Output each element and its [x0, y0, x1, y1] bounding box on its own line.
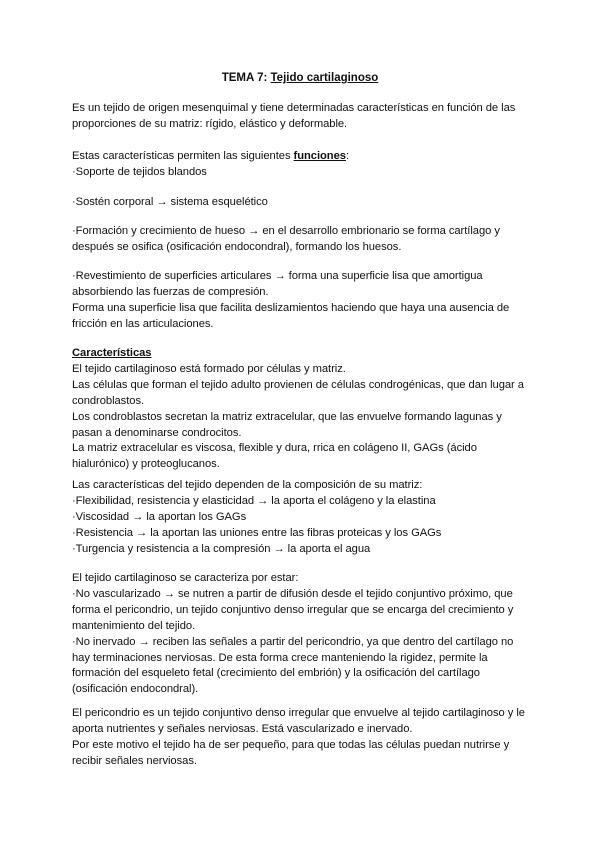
text-line: ·Turgencia y resistencia a la compresión → la aporta el agua: [72, 542, 371, 555]
text-line: Los condroblastos secretan la matriz extracelular, que las envuelve formando lagunas y: [72, 410, 502, 423]
text-line: mantenimiento del tejido.: [72, 619, 196, 632]
text-line: ·Flexibilidad, resistencia y elasticidad → la aporta el colágeno y la elastina: [72, 494, 436, 507]
text-line: ·Viscosidad → la aportan los GAGs: [72, 510, 247, 523]
text-line: ·Formación y crecimiento de hueso → en el desarrollo embrionario se forma cartílago y: [72, 225, 500, 237]
matriz-section: [72, 478, 532, 558]
intro-paragraph: [72, 101, 532, 133]
pericondrio-section: [72, 706, 532, 770]
text-line: Las células que forman el tejido adulto provienen de células condrogénicas, que dan lugar a: [72, 378, 524, 391]
funciones-item: [72, 269, 532, 333]
text-line: ·No vascularizado → se nutren a partir de difusión desde el tejido conjuntivo próximo, que: [72, 587, 513, 600]
section-heading: Características: [72, 347, 152, 359]
title-prefix: TEMA 7:: [221, 72, 271, 84]
caracteriza-section: [72, 571, 532, 698]
caracteristicas-section: [72, 346, 532, 473]
text-line: condroblastos.: [72, 394, 145, 407]
text-line: absorbiendo las fuerzas de compresión.: [72, 285, 269, 298]
funciones-keyword: funciones: [293, 150, 346, 162]
funciones-item: [72, 195, 532, 211]
text-line: El pericondrio es un tejido conjuntivo denso irregular que envuelve al tejido cartilaginoso y le: [72, 707, 525, 719]
funciones-item: [72, 224, 532, 256]
funciones-section: [72, 149, 532, 181]
text-line: ·Resistencia → la aportan las uniones entre las fibras proteicas y los GAGs: [72, 526, 442, 539]
text-line: proporciones de su matriz: rígido, elástico y deformable.: [72, 117, 348, 130]
text-line: aporta nutrientes y señales nerviosas. Está vascularizado e inervado.: [72, 722, 413, 735]
text-line: El tejido cartilaginoso está formado por células y matriz.: [72, 362, 346, 375]
funciones-lead-line: Estas características permiten las siguientes funciones:: [72, 150, 349, 162]
text-line: Es un tejido de origen mesenquimal y tiene determinadas características en función de las: [72, 102, 516, 114]
text-line: Forma una superficie lisa que facilita deslizamientos haciendo que haya una ausencia de: [72, 301, 510, 314]
text-line: hay terminaciones nerviosas. De esta forma crece manteniendo la rigidez, permite la: [72, 651, 488, 664]
text-line: ·No inervado → reciben las señales a partir del pericondrio, ya que dentro del cartílago no: [72, 635, 514, 648]
text-line: recibir señales nerviosas.: [72, 754, 197, 767]
text-line: después se osifica (osificación endocondral), formando los huesos.: [72, 240, 402, 253]
text-line: fricción en las articulaciones.: [72, 317, 214, 330]
text-line: El tejido cartilaginoso se caracteriza por estar:: [72, 572, 299, 584]
text-line: pasan a denominarse condrocitos.: [72, 426, 242, 439]
text-line: hialurónico) y proteoglucanos.: [72, 458, 220, 471]
text-line: Las características del tejido dependen de la composición de su matriz:: [72, 479, 423, 491]
text-line: formación del esqueleto fetal (crecimiento del embrión) y la osificación del cartílago: [72, 667, 480, 680]
text-line: (osificación endocondral).: [72, 683, 199, 696]
text-line: Por este motivo el tejido ha de ser pequeño, para que todas las células puedan nutrirse y: [72, 738, 510, 751]
title-topic: Tejido cartilaginoso: [270, 72, 379, 84]
text-line: ·Sostén corporal → sistema esquelético: [72, 196, 268, 208]
text-line: La matriz extracelular es viscosa, flexible y dura, rrica en colágeno II, GAGs (ácido: [72, 442, 477, 455]
text-line: forma el pericondrio, un tejido conjuntivo denso irregular que se encarga del crecimiento y: [72, 603, 514, 616]
page-title: [0, 71, 600, 86]
text-line: ·Soporte de tejidos blandos: [72, 165, 207, 178]
text-line: ·Revestimiento de superficies articulares → forma una superficie lisa que amortigua: [72, 270, 483, 282]
